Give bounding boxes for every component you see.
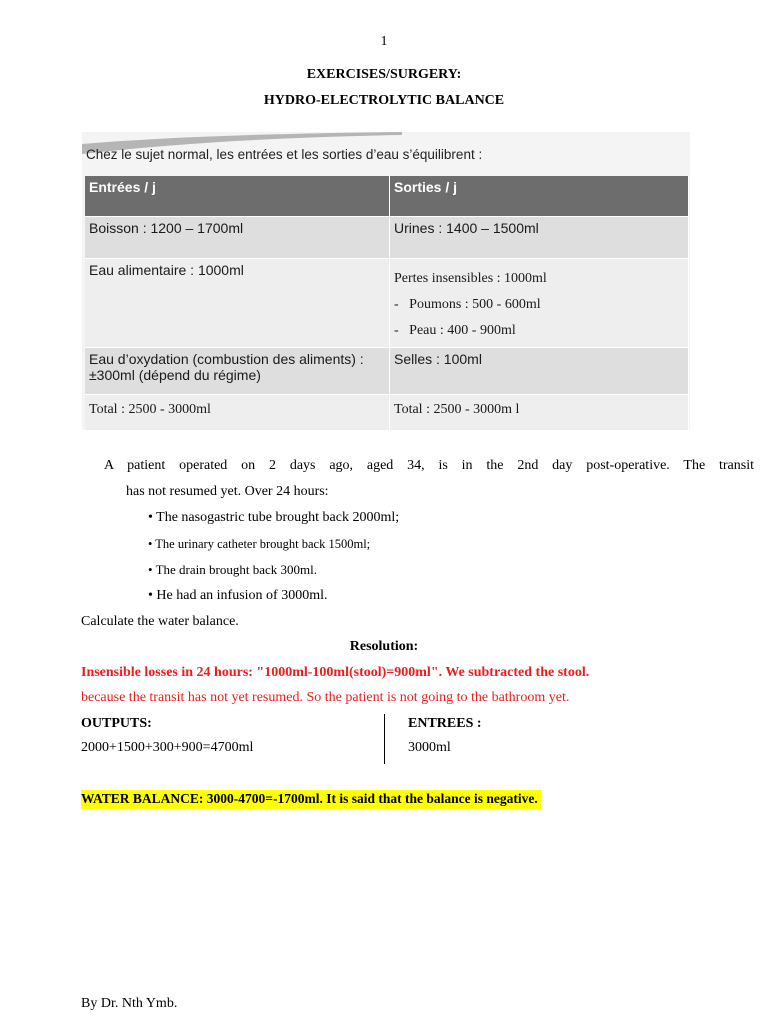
list-item-text: The drain brought back 300ml. <box>155 562 317 577</box>
water-balance-result: WATER BALANCE: 3000-4700=-1700ml. It is said that the balance is negative. <box>81 790 541 809</box>
list-item <box>148 588 328 604</box>
outputs-label: OUTPUTS: <box>81 716 152 731</box>
entrees-value: 3000ml <box>408 740 451 755</box>
list-item <box>148 510 399 526</box>
bullet-icon: • <box>148 510 153 525</box>
cell-selles: Selles : 100ml <box>390 348 689 395</box>
list-item-text: He had an infusion of 3000ml. <box>156 588 328 603</box>
poumons-text: Poumons : 500 - 600ml <box>409 297 541 312</box>
water-balance-table <box>85 176 689 430</box>
cell-urines: Urines : 1400 – 1500ml <box>390 217 689 259</box>
bullet-icon: • <box>148 562 153 577</box>
bullet-icon: • <box>148 537 153 551</box>
table-row <box>85 217 689 259</box>
page-number: 1 <box>380 34 388 49</box>
bullet-icon: • <box>148 588 153 603</box>
table-total-row <box>85 395 689 431</box>
case-paragraph-line2: has not resumed yet. Over 24 hours: <box>126 484 329 499</box>
header-entrees: Entrées / j <box>85 176 390 217</box>
oxydation-line1: Eau d’oxydation (combustion des aliments) : <box>89 351 364 367</box>
slide-image <box>82 132 690 430</box>
question-text: Calculate the water balance. <box>81 614 239 629</box>
dash: - <box>394 297 399 312</box>
case-paragraph-line1: A patient operated on 2 days ago, aged 34, is in the 2nd day post-operative. The transit <box>104 458 754 473</box>
entrees-label: ENTREES : <box>408 716 482 731</box>
column-divider <box>384 714 385 764</box>
table-row <box>85 348 689 395</box>
total-sorties: Total : 2500 - 3000m l <box>390 395 689 431</box>
peau-text: Peau : 400 - 900ml <box>409 323 516 338</box>
pertes-insensibles-line: Pertes insensibles : 1000ml <box>394 271 547 286</box>
cell-eau-oxydation <box>85 348 390 395</box>
document-subtitle: HYDRO-ELECTROLYTIC BALANCE <box>263 93 505 108</box>
oxydation-line2: ±300ml (dépend du régime) <box>89 367 261 383</box>
document-title: EXERCISES/SURGERY: <box>306 67 462 82</box>
transit-explanation-text: because the transit has not yet resumed. So the patient is not going to the bathroom yet. <box>81 690 570 705</box>
outputs-value: 2000+1500+300+900=4700ml <box>81 740 254 755</box>
table-row <box>85 259 689 348</box>
peau-line <box>394 318 684 344</box>
cell-pertes-insensibles <box>390 259 689 348</box>
insensible-losses-text: Insensible losses in 24 hours: "1000ml-100ml(stool)=900ml". We subtracted the stool. <box>81 665 590 680</box>
slide-intro-text: Chez le sujet normal, les entrées et les sorties d’eau s’équilibrent : <box>86 147 483 162</box>
total-entrees: Total : 2500 - 3000ml <box>85 395 390 431</box>
list-item <box>148 562 317 578</box>
cell-boisson: Boisson : 1200 – 1700ml <box>85 217 390 259</box>
table-header-row <box>85 176 689 217</box>
header-sorties: Sorties / j <box>390 176 689 217</box>
list-item <box>148 537 370 552</box>
list-item-text: The nasogastric tube brought back 2000ml; <box>156 510 400 525</box>
poumons-line <box>394 292 684 318</box>
resolution-heading: Resolution: <box>349 639 419 654</box>
cell-eau-alimentaire: Eau alimentaire : 1000ml <box>85 259 390 348</box>
author-footer: By Dr. Nth Ymb. <box>81 996 178 1011</box>
list-item-text: The urinary catheter brought back 1500ml; <box>155 537 371 551</box>
dash: - <box>394 323 399 338</box>
